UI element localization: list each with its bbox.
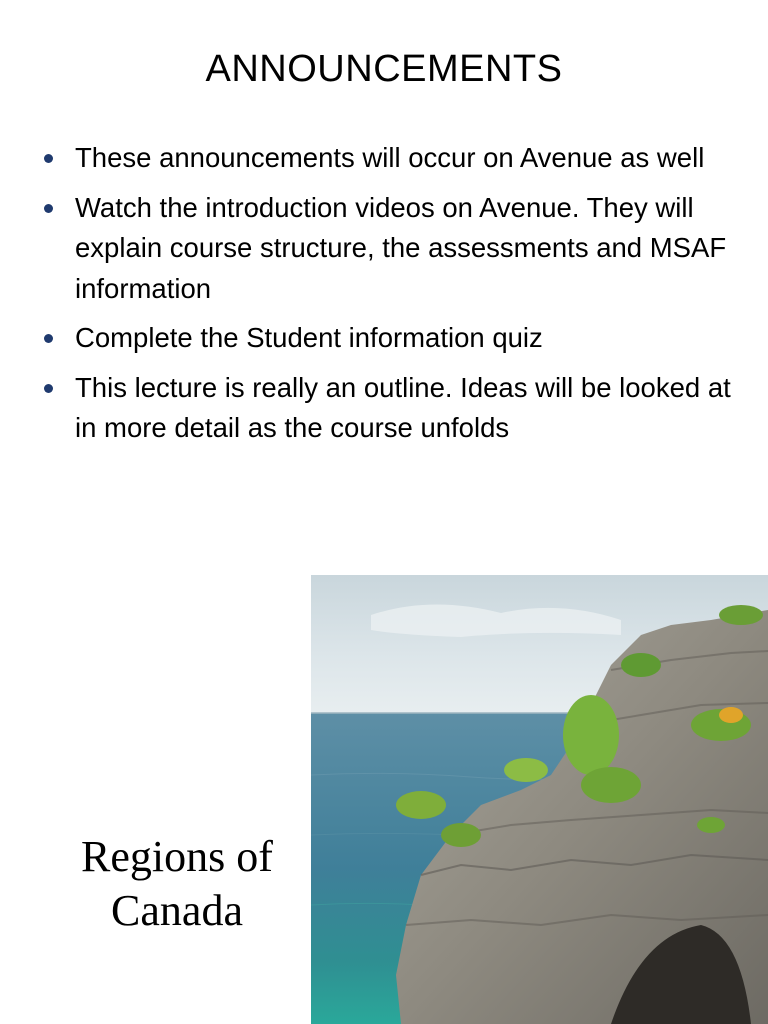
regions-title-line1: Regions of <box>81 832 273 881</box>
bullet-text: Watch the introduction videos on Avenue. They will explain course structure, the assessments and MSAF information <box>75 191 727 304</box>
bullet-item <box>40 318 740 359</box>
bullet-item <box>40 368 740 449</box>
bullet-dot-icon <box>44 334 53 343</box>
bullet-dot-icon <box>44 204 53 213</box>
bullet-list <box>40 138 740 458</box>
bullet-item <box>40 188 740 310</box>
bullet-text: These announcements will occur on Avenue as well <box>75 142 705 173</box>
regions-title-line2: Canada <box>111 886 243 935</box>
regions-slide <box>0 575 768 1024</box>
coastal-cliff-photo <box>311 575 768 1024</box>
bullet-dot-icon <box>44 154 53 163</box>
slide-title: ANNOUNCEMENTS <box>205 48 563 90</box>
bullet-item <box>40 138 740 179</box>
bullet-dot-icon <box>44 384 53 393</box>
bullet-text: Complete the Student information quiz <box>75 322 543 353</box>
regions-title <box>22 830 332 938</box>
bullet-text: This lecture is really an outline. Ideas will be looked at in more detail as the course unfolds <box>75 371 731 443</box>
